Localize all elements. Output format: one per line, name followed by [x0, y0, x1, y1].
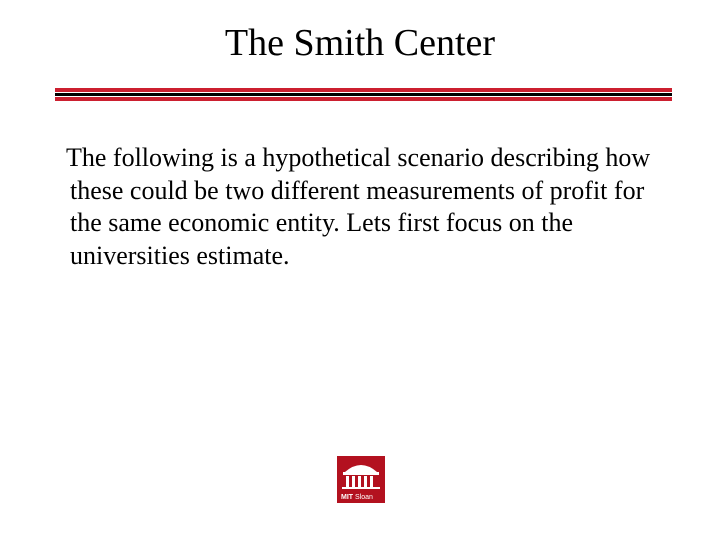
- slide-title: The Smith Center: [224, 22, 496, 64]
- logo-text-sloan: Sloan: [355, 494, 373, 501]
- divider-red-bottom: [55, 97, 672, 101]
- mit-sloan-logo: [337, 456, 385, 503]
- title-divider: [55, 88, 672, 101]
- divider-red-top: [55, 88, 672, 92]
- body-paragraph: The following is a hypothetical scenario describing how these could be two different measurements of profit for the same economic entity. Lets first focus on the universities estimate.: [66, 143, 651, 270]
- mit-sloan-dome-icon: [337, 456, 385, 503]
- divider-black: [55, 93, 672, 96]
- logo-text-mit: MIT: [341, 494, 354, 501]
